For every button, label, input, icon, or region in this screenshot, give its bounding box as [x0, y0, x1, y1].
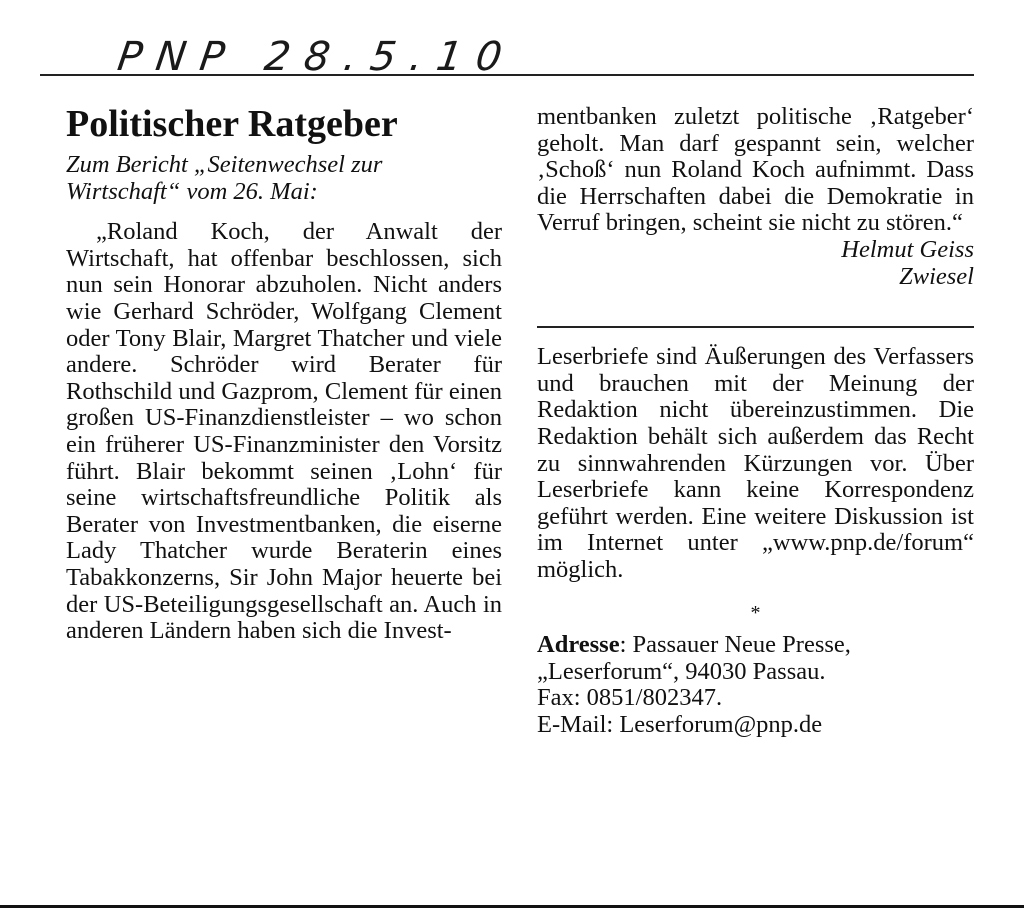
handwritten-date-note: PNP 28.5.10 — [114, 34, 519, 80]
address-block — [537, 632, 974, 738]
fax-number: Fax: 0851/802347. — [537, 684, 723, 712]
disclaimer-text: Leserbriefe sind Äußerungen des Verfassers und brauchen mit der Meinung der Redaktion nicht übereinzustimmen. Die Redaktion behält sich außerdem das Recht zu sinnwahrenden Kürzungen vor. Über Leserbriefe kann keine Korrespondenz geführt werden. Eine weitere Diskussion ist im Internet unter „www.pnp.de/forum“ möglich. — [537, 343, 974, 583]
star-separator: * — [750, 601, 761, 624]
letter-body-left: „Roland Koch, der Anwalt der Wirtschaft, hat offenbar beschlossen, sich nun sein Honorar abzuholen. Nicht anders wie Gerhard Schröder, Wolfgang Clement oder Tony Blair, Margret Thatcher und viele andere. Schröder wird Berater für Rothschild und Gazprom, Clement für einen großen US-Finanzdienstleister – wo schon ein früherer US-Finanzminister den Vorsitz führt. Blair bekommt seinen ‚Lohn‘ für seine wirtschaftsfreundliche Politik als Berater von Investmentbanken, die eiserne Lady Thatcher wurde Beraterin eines Tabakkonzerns, Sir John Major heuerte bei der US-Beteiligungsgesellschaft an. Auch in anderen Ländern haben sich die Invest- — [66, 218, 502, 645]
section-divider — [537, 326, 974, 328]
author-city: Zwiesel — [899, 262, 974, 290]
right-column — [537, 104, 974, 738]
address-label: Adresse — [537, 631, 620, 659]
letter-body-right-text: mentbanken zuletzt politische ‚Ratgeber‘ geholt. Man darf gespannt sein, welcher ‚Schoß‘ nun Roland Koch aufnimmt. Dass die Herrschaften dabei die Demokratie in Verruf bringen, scheint sie nicht zu stören.“ — [537, 103, 974, 237]
left-column — [66, 96, 502, 645]
article-headline: Politischer Ratgeber — [66, 103, 398, 145]
top-rule — [40, 74, 974, 76]
letter-body-right — [537, 103, 974, 263]
article-subhead: Zum Bericht „Seitenwechsel zur Wirtschaft“ vom 26. Mai: — [66, 151, 383, 205]
address-text: : Passauer Neue Presse, „Leserforum“, 94030 Passau. — [537, 631, 851, 685]
bottom-rule — [0, 905, 1024, 908]
email-address: E-Mail: Leserforum@pnp.de — [537, 710, 823, 738]
author-name: Helmut Geiss — [841, 235, 974, 263]
